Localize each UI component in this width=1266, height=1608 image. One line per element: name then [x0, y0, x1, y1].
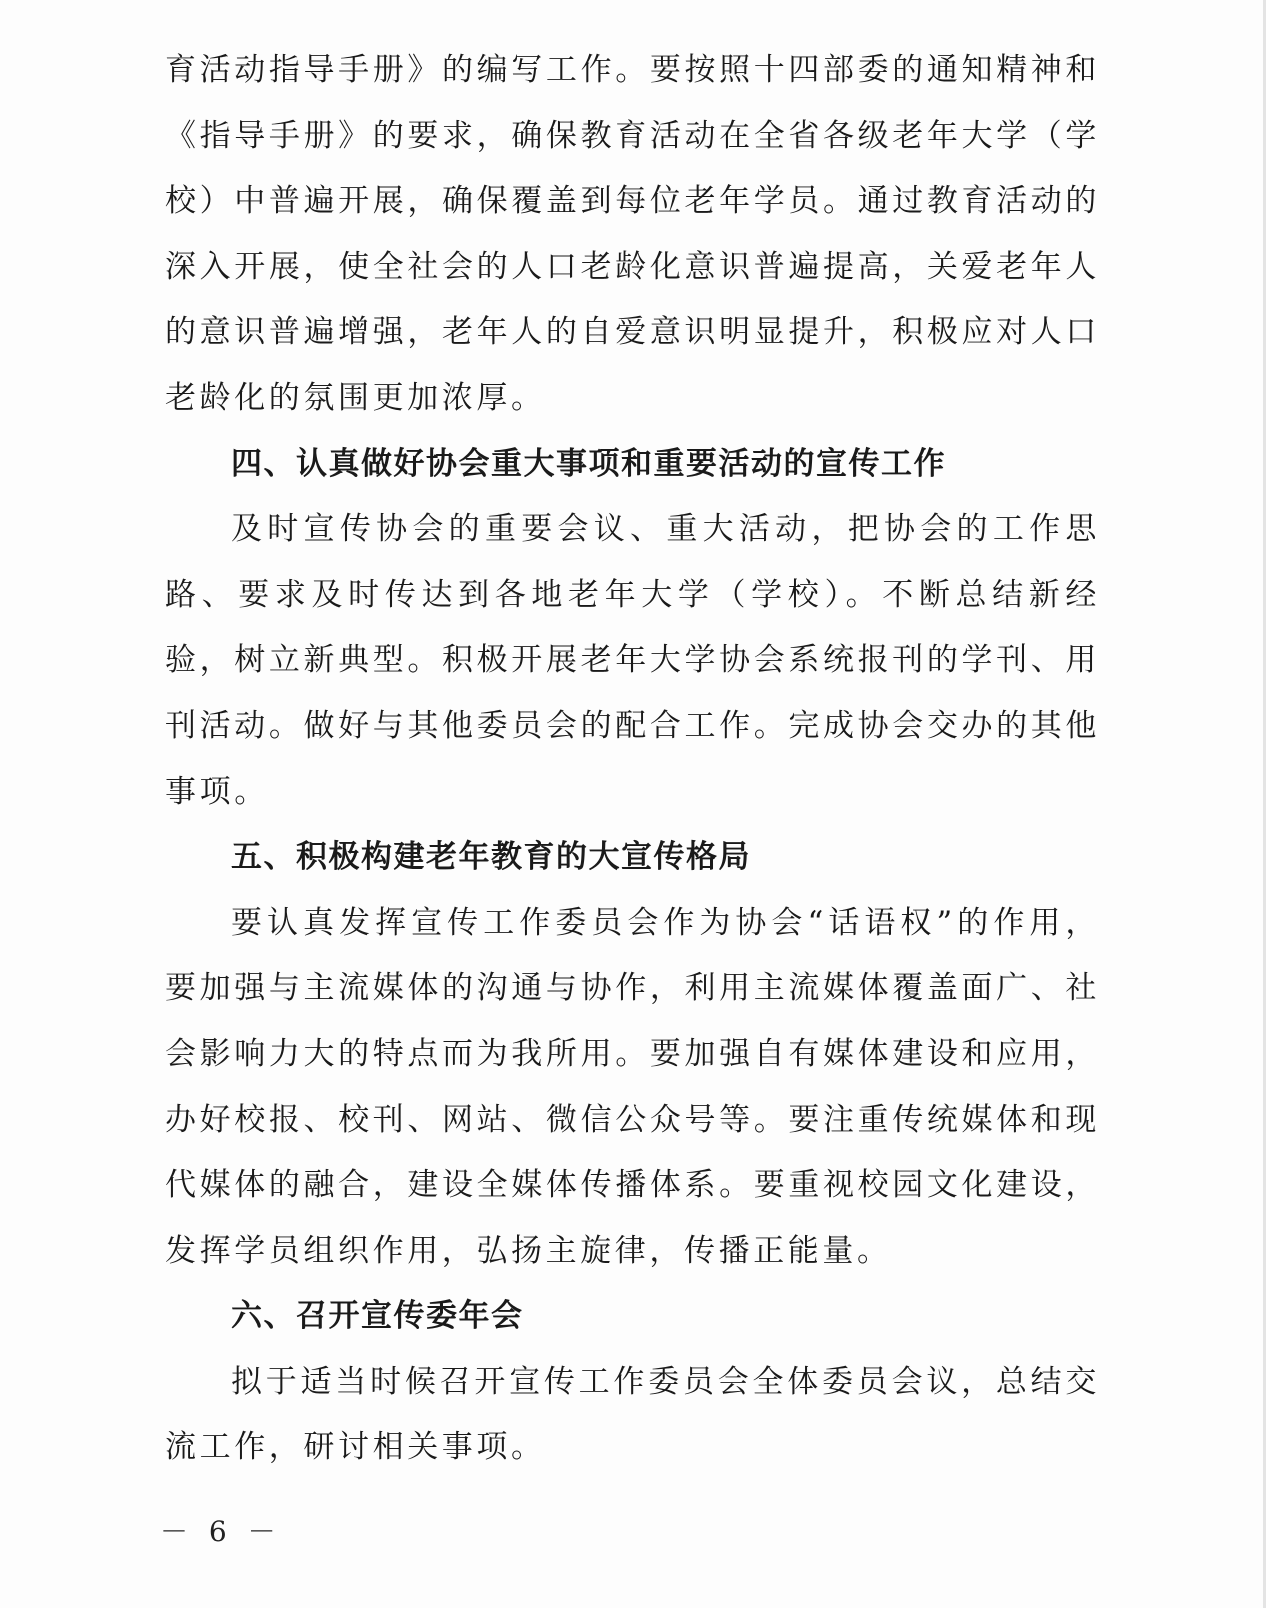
- paragraph-section-6: 拟于适当时候召开宣传工作委员会全体委员会议，总结交流工作，研讨相关事项。: [165, 1363, 1100, 1466]
- section-heading-6: 六、召开宣传委年会: [231, 1298, 524, 1335]
- section-heading-4: 四、认真做好协会重大事项和重要活动的宣传工作: [231, 445, 946, 482]
- paragraph-section-4: 及时宣传协会的重要会议、重大活动，把协会的工作思路、要求及时传达到各地老年大学（学校）。不断总结新经验，树立新典型。积极开展老年大学协会系统报刊的学刊、用刊活动。做好与其他委员会的配合工作。完成协会交办的其他事项。: [165, 511, 1100, 810]
- document-body: [165, 38, 1100, 1481]
- section-heading-5: 五、积极构建老年教育的大宣传格局: [231, 839, 751, 876]
- paragraph-continued: 育活动指导手册》的编写工作。要按照十四部委的通知精神和《指导手册》的要求，确保教育活动在全省各级老年大学（学校）中普遍开展，确保覆盖到每位老年学员。通过教育活动的深入开展，使全社会的人口老龄化意识普遍提高，关爱老年人的意识普遍增强，老年人的自爱意识明显提升，积极应对人口老龄化的氛围更加浓厚。: [165, 52, 1100, 416]
- page-number: － 6 －: [160, 1515, 282, 1548]
- paragraph-section-5: 要认真发挥宣传工作委员会作为协会“话语权”的作用，要加强与主流媒体的沟通与协作，利用主流媒体覆盖面广、社会影响力大的特点而为我所用。要加强自有媒体建设和应用，办好校报、校刊、网站、微信公众号等。要注重传统媒体和现代媒体的融合，建设全媒体传播体系。要重视校园文化建设，发挥学员组织作用，弘扬主旋律，传播正能量。: [165, 904, 1100, 1269]
